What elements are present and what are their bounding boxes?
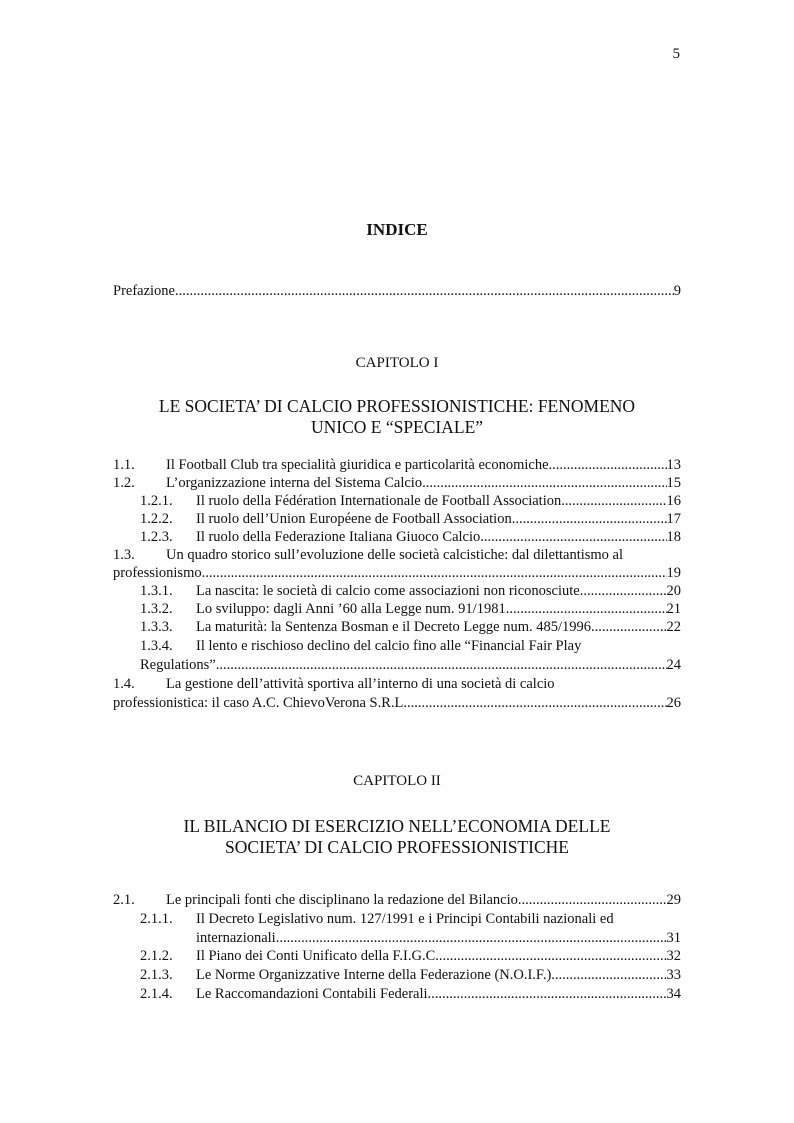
dot-leader [276, 929, 667, 947]
toc-page-number: 33 [666, 967, 681, 983]
toc-entry-label: L’organizzazione interna del Sistema Calcio [166, 475, 423, 491]
toc-entry-label-line1: Il lento e rischioso declino del calcio fino alle “Financial Fair Play [196, 638, 582, 654]
dot-leader [428, 985, 667, 1003]
dot-leader [512, 510, 667, 528]
toc-entry-label-line1: Il Decreto Legislativo num. 127/1991 e i Principi Contabili nazionali ed [196, 911, 614, 927]
toc-entry-prefazione[interactable] [113, 282, 681, 300]
toc-entry-label: La maturità: la Sentenza Bosman e il Decreto Legge num. 485/1996 [196, 619, 592, 635]
toc-entry-1-4[interactable] [113, 675, 681, 693]
toc-page-number: 20 [666, 583, 681, 599]
toc-entry-number: 2.1.1. [140, 911, 173, 927]
dot-leader [202, 564, 667, 582]
toc-entry-number: 1.3.3. [140, 619, 173, 635]
toc-page-number: 13 [666, 457, 681, 473]
dot-leader [403, 694, 666, 712]
toc-entry-label: Il ruolo della Fédération Internationale de Football Association [196, 493, 562, 509]
toc-entry-label: Le Norme Organizzative Interne della Federazione (N.O.I.F.) [196, 967, 552, 983]
toc-entry-number: 2.1.2. [140, 948, 173, 964]
toc-entry-1-3-4[interactable] [113, 637, 681, 655]
index-title: INDICE [366, 220, 428, 239]
toc-entry-label: Il Football Club tra specialità giuridica e particolarità economiche [166, 457, 549, 473]
toc-entry-number: 2.1.3. [140, 967, 173, 983]
toc-page-number: 17 [666, 511, 681, 527]
toc-entry-1-2-1[interactable] [113, 492, 681, 510]
toc-entry-1-2[interactable] [113, 474, 681, 492]
dot-leader [439, 947, 667, 965]
toc-entry-1-3-4-continued[interactable] [113, 656, 681, 674]
toc-entry-1-2-2[interactable] [113, 510, 681, 528]
toc-entry-1-4-continued[interactable] [113, 694, 681, 712]
toc-page-number: 9 [673, 283, 681, 299]
toc-entry-label: Le principali fonti che disciplinano la redazione del Bilancio [166, 892, 518, 908]
dot-leader [580, 582, 667, 600]
dot-leader [175, 282, 674, 300]
toc-page-number: 24 [666, 657, 681, 673]
toc-entry-label: Le Raccomandazioni Contabili Federali [196, 986, 428, 1002]
chapter-2-label: CAPITOLO II [353, 773, 441, 789]
toc-entry-number: 2.1. [113, 892, 135, 908]
chapter-1-title-line: UNICO E “SPECIALE” [310, 417, 484, 437]
toc-entry-label: professionismo [113, 565, 202, 581]
toc-entry-number: 1.2.1. [140, 493, 173, 509]
toc-page-number: 34 [666, 986, 681, 1002]
toc-entry-1-1[interactable] [113, 456, 681, 474]
dot-leader [561, 492, 666, 510]
toc-entry-1-3-3[interactable] [113, 618, 681, 636]
toc-entry-label-line1: Un quadro storico sull’evoluzione delle società calcistiche: dal dilettantismo al [166, 547, 624, 563]
toc-entry-2-1-4[interactable] [113, 985, 681, 1003]
chapter-2-title [100, 816, 694, 858]
chapter-1-title [100, 396, 694, 438]
toc-entry-number: 1.4. [113, 676, 135, 692]
toc-entry-number: 1.2.2. [140, 511, 173, 527]
toc-page-number: 26 [666, 695, 681, 711]
toc-entry-label: Il ruolo della Federazione Italiana Giuoco Calcio [196, 529, 481, 545]
toc-entry-label: Prefazione [113, 283, 175, 299]
toc-page-number: 22 [666, 619, 681, 635]
toc-entry-number: 1.3.4. [140, 638, 173, 654]
dot-leader [518, 891, 667, 909]
toc-entry-number: 1.2.3. [140, 529, 173, 545]
toc-entry-number: 1.3. [113, 547, 135, 563]
dot-leader [480, 528, 666, 546]
toc-page-number: 21 [666, 601, 681, 617]
chapter-2-title-line: SOCIETA’ DI CALCIO PROFESSIONISTICHE [225, 837, 569, 857]
toc-entry-label: Il ruolo dell’Union Européene de Football Association [196, 511, 512, 527]
toc-entry-label: Lo sviluppo: dagli Anni ’60 alla Legge num. 91/1981 [196, 601, 506, 617]
toc-entry-number: 2.1.4. [140, 986, 173, 1002]
toc-entry-label: Regulations” [140, 657, 216, 673]
chapter-1-label: CAPITOLO I [355, 355, 439, 371]
dot-leader [549, 456, 667, 474]
dot-leader [422, 474, 666, 492]
toc-entry-2-1-3[interactable] [113, 966, 681, 984]
toc-entry-1-3-continued[interactable] [113, 564, 681, 582]
toc-entry-2-1-1[interactable] [113, 910, 681, 928]
toc-page-number: 16 [666, 493, 681, 509]
toc-page-number: 32 [666, 948, 681, 964]
toc-entry-label-line1: La gestione dell’attività sportiva all’interno di una società di calcio [166, 676, 555, 692]
toc-entry-1-3-2[interactable] [113, 600, 681, 618]
toc-entry-1-2-3[interactable] [113, 528, 681, 546]
dot-leader [216, 656, 667, 674]
toc-entry-label: internazionali [196, 930, 276, 946]
toc-entry-number: 1.1. [113, 457, 135, 473]
dot-leader [506, 600, 667, 618]
toc-entry-label: professionistica: il caso A.C. ChievoVerona S.R.L [113, 695, 404, 711]
toc-entry-2-1-1-continued[interactable] [113, 929, 681, 947]
dot-leader [591, 618, 666, 636]
toc-entry-1-3[interactable] [113, 546, 681, 564]
toc-page-number: 18 [666, 529, 681, 545]
toc-page-number: 31 [666, 930, 681, 946]
toc-entry-label: Il Piano dei Conti Unificato della F.I.G.C. [196, 948, 439, 964]
toc-page-number: 19 [666, 565, 681, 581]
toc-entry-number: 1.3.2. [140, 601, 173, 617]
page-number: 5 [672, 46, 680, 62]
toc-page-number: 15 [666, 475, 681, 491]
toc-entry-1-3-1[interactable] [113, 582, 681, 600]
toc-entry-number: 1.2. [113, 475, 135, 491]
dot-leader [551, 966, 666, 984]
toc-entry-2-1-2[interactable] [113, 947, 681, 965]
chapter-2-title-line: IL BILANCIO DI ESERCIZIO NELL’ECONOMIA DELLE [183, 816, 611, 836]
chapter-1-title-line: LE SOCIETA’ DI CALCIO PROFESSIONISTICHE: FENOMENO [158, 396, 636, 416]
toc-entry-number: 1.3.1. [140, 583, 173, 599]
toc-entry-2-1[interactable] [113, 891, 681, 909]
toc-page-number: 29 [666, 892, 681, 908]
toc-entry-label: La nascita: le società di calcio come associazioni non riconosciute [196, 583, 580, 599]
